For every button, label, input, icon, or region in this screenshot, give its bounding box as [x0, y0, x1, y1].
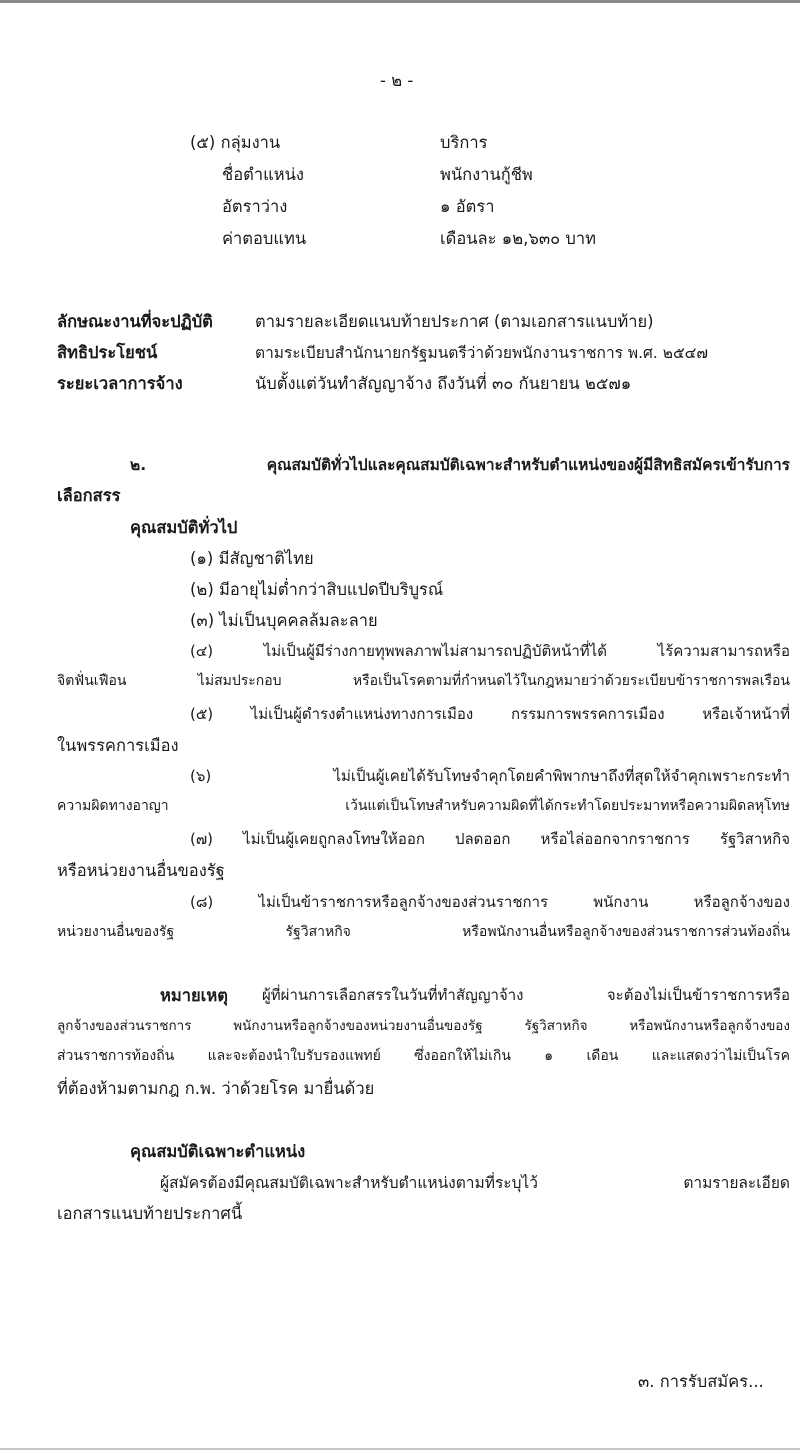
note-line-3: ส่วนราชการท้องถิ่น และจะต้องนำใบรับรองแพทย์ ซึ่งออกให้ไม่เกิน ๑ เดือน และแสดงว่าไม่เป็นโรค: [57, 1048, 790, 1064]
qualification-item-5-cont: ในพรรคการเมือง: [57, 736, 179, 755]
benefits-value: ตามระเบียบสำนักนายกรัฐมนตรีว่าด้วยพนักงานราชการ พ.ศ. ๒๕๔๗: [255, 344, 709, 362]
specific-qualifications-heading: คุณสมบัติเฉพาะตำแหน่ง: [130, 1142, 306, 1161]
qualification-item-8-cont: หน่วยงานอื่นของรัฐ รัฐวิสาหกิจ หรือพนักงานอื่นหรือลูกจ้างของส่วนราชการส่วนท้องถิ่น: [57, 924, 790, 940]
qualification-item-4-cont: จิตฟั่นเฟือน ไม่สมประกอบ หรือเป็นโรคตามที่กำหนดไว้ในกฎหมายว่าด้วยระเบียบข้าราชการพลเรือน: [57, 673, 790, 689]
page-number: - ๒ -: [380, 71, 414, 90]
qualification-item-3: (๓) ไม่เป็นบุคคลล้มละลาย: [190, 611, 378, 630]
qualification-item-7: (๗) ไม่เป็นผู้เคยถูกลงโทษให้ออก ปลดออก หรือไล่ออกจากราชการ รัฐวิสาหกิจ: [190, 830, 790, 848]
qualification-item-7-cont: หรือหน่วยงานอื่นของรัฐ: [57, 861, 225, 880]
section2-heading: ๒. คุณสมบัติทั่วไปและคุณสมบัติเฉพาะสำหรับตำแหน่งของผู้มีสิทธิสมัครเข้ารับการ: [130, 456, 790, 474]
specific-qualifications-line-1: ผู้สมัครต้องมีคุณสมบัติเฉพาะสำหรับตำแหน่งตามที่ระบุไว้ ตามรายละเอียด: [160, 1174, 790, 1192]
benefits-label: สิทธิประโยชน์: [57, 343, 158, 362]
salary-value: เดือนละ ๑๒,๖๓๐ บาท: [440, 229, 597, 248]
group-value: บริการ: [440, 133, 488, 152]
page-bottom-border: [0, 1448, 800, 1450]
duties-value: ตามรายละเอียดแนบท้ายประกาศ (ตามเอกสารแนบท้าย): [255, 312, 654, 331]
period-value: นับตั้งแต่วันทำสัญญาจ้าง ถึงวันที่ ๓๐ กันยายน ๒๕๗๑: [255, 374, 632, 393]
salary-label: ค่าตอบแทน: [222, 229, 307, 248]
note-line-2: ลูกจ้างของส่วนราชการ พนักงานหรือลูกจ้างของหน่วยงานอื่นของรัฐ รัฐวิสาหกิจ หรือพนักงานหรือลูกจ้างของ: [57, 1018, 790, 1034]
general-qualifications-heading: คุณสมบัติทั่วไป: [130, 518, 238, 537]
specific-qualifications-line-2: เอกสารแนบท้ายประกาศนี้: [57, 1204, 243, 1223]
vacancy-value: ๑ อัตรา: [440, 197, 495, 216]
duties-label: ลักษณะงานที่จะปฏิบัติ: [57, 312, 213, 331]
vacancy-label: อัตราว่าง: [222, 197, 288, 216]
position-title-label: ชื่อตำแหน่ง: [222, 165, 304, 184]
qualification-item-1: (๑) มีสัญชาติไทย: [190, 549, 314, 568]
qualification-item-5: (๕) ไม่เป็นผู้ดำรงตำแหน่งทางการเมือง กรรมการพรรคการเมือง หรือเจ้าหน้าที่: [190, 705, 790, 723]
qualification-item-4: (๔) ไม่เป็นผู้มีร่างกายทุพพลภาพไม่สามารถปฏิบัติหน้าที่ได้ ไร้ความสามารถหรือ: [190, 642, 790, 660]
qualification-item-6: (๖) ไม่เป็นผู้เคยได้รับโทษจำคุกโดยคำพิพากษาถึงที่สุดให้จำคุกเพราะกระทำ: [190, 767, 790, 785]
position-title-value: พนักงานกู้ชีพ: [440, 165, 533, 184]
note-line-1: ผู้ที่ผ่านการเลือกสรรในวันที่ทำสัญญาจ้าง จะต้องไม่เป็นข้าราชการหรือ: [262, 986, 790, 1004]
group-label: (๕) กลุ่มงาน: [190, 133, 281, 152]
period-label: ระยะเวลาการจ้าง: [57, 374, 183, 393]
qualification-item-6-cont: ความผิดทางอาญา เว้นแต่เป็นโทษสำหรับความผิดที่ได้กระทำโดยประมาทหรือความผิดลหุโทษ: [57, 798, 790, 814]
qualification-item-8: (๘) ไม่เป็นข้าราชการหรือลูกจ้างของส่วนราชการ พนักงาน หรือลูกจ้างของ: [190, 893, 790, 911]
note-line-4: ที่ต้องห้ามตามกฎ ก.พ. ว่าด้วยโรค มายื่นด้วย: [57, 1079, 375, 1098]
note-label: หมายเหตุ: [160, 986, 228, 1005]
section2-heading-cont: เลือกสรร: [57, 486, 121, 505]
qualification-item-2: (๒) มีอายุไม่ต่ำกว่าสิบแปดปีบริบูรณ์: [190, 580, 444, 599]
continuation-note: ๓. การรับสมัคร...: [638, 1372, 764, 1391]
page-top-border: [0, 0, 800, 3]
